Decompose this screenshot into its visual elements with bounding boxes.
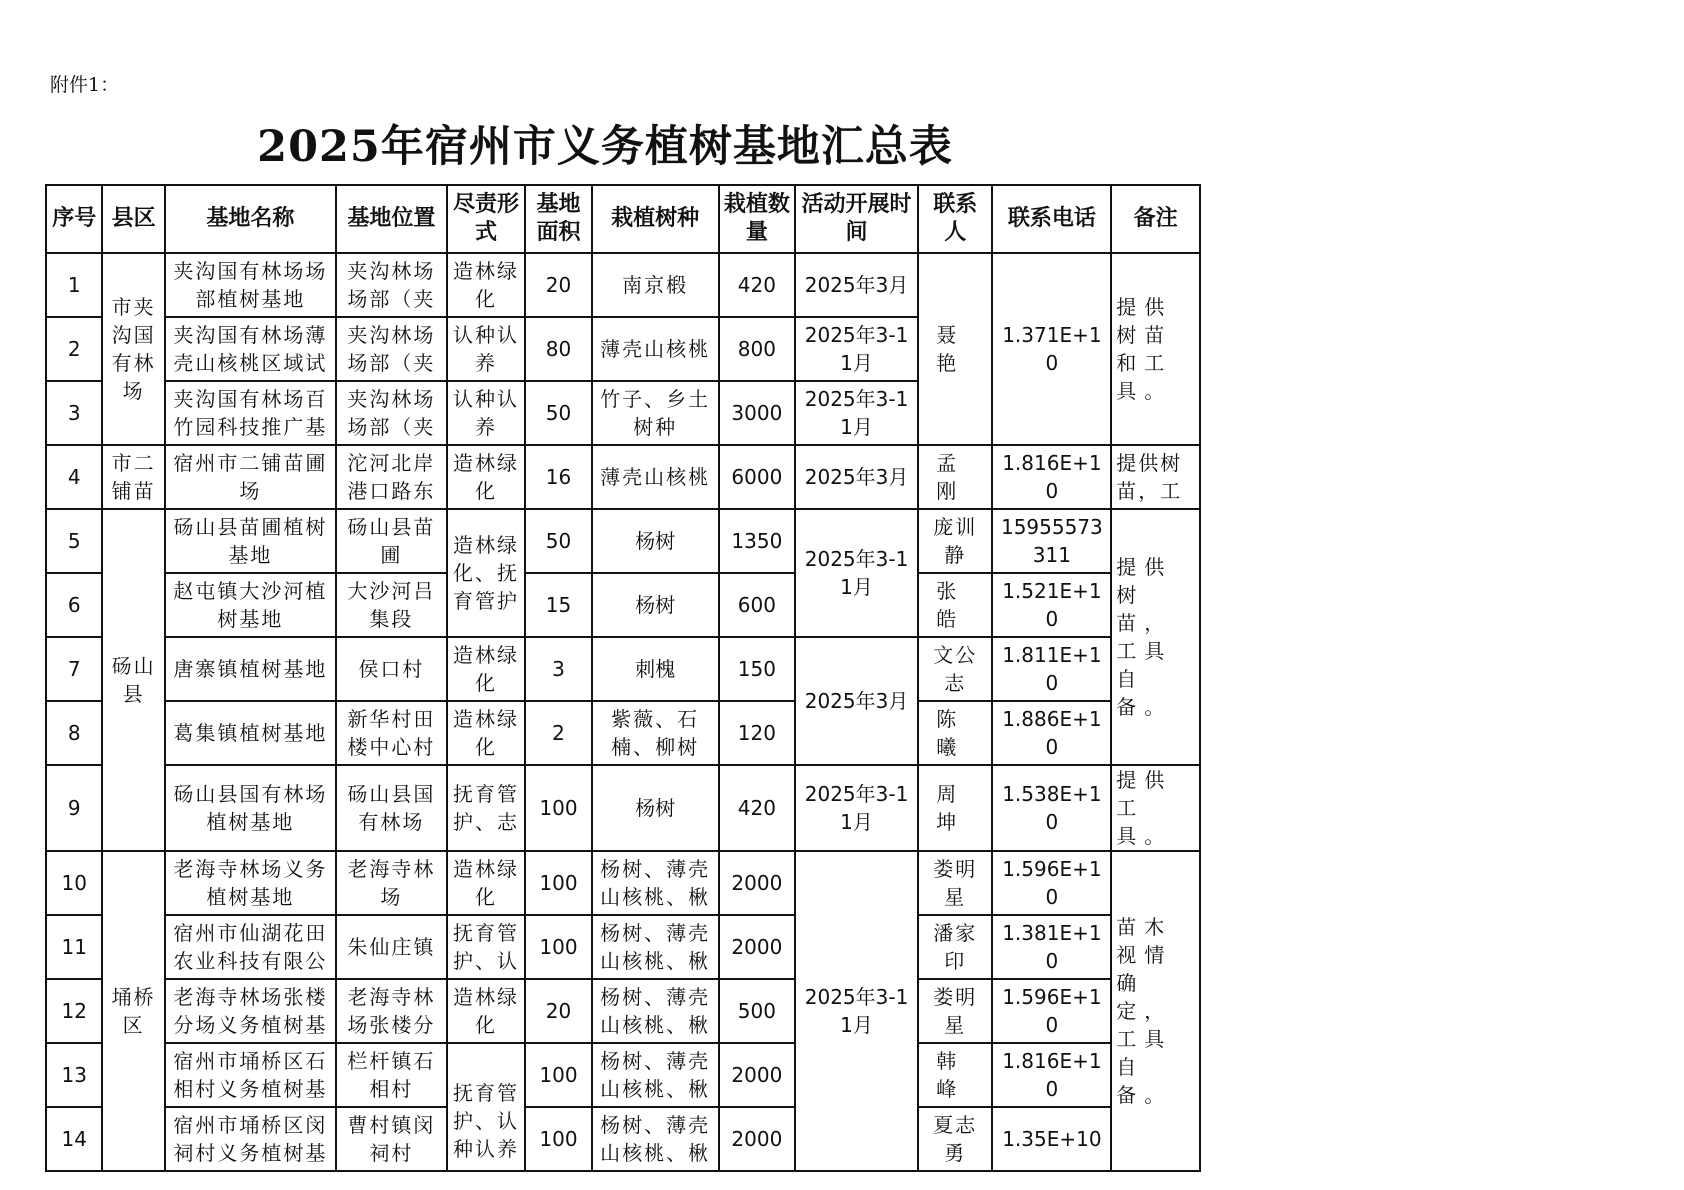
header-district: 县区 [102, 185, 164, 253]
cell-quantity: 2000 [719, 915, 796, 979]
cell-species: 紫薇、石楠、柳树 [592, 701, 719, 765]
cell-district-dangshan: 砀山县 [102, 509, 164, 851]
cell-phone: 1.886E+10 [992, 701, 1111, 765]
cell-no: 8 [46, 701, 102, 765]
cell-form: 认种认养 [447, 317, 526, 381]
cell-form: 抚育管护、认 [447, 915, 526, 979]
cell-phone: 1.596E+10 [992, 851, 1111, 915]
cell-base-name: 砀山县苗圃植树基地 [165, 509, 336, 573]
cell-phone: 1.538E+10 [992, 765, 1111, 851]
cell-area: 100 [525, 1043, 591, 1107]
cell-base-name: 老海寺林场义务植树基地 [165, 851, 336, 915]
cell-species: 刺槐 [592, 637, 719, 701]
table-row [46, 701, 1200, 765]
cell-species: 杨树 [592, 509, 719, 573]
table-row [46, 979, 1200, 1043]
header-form: 尽责形式 [447, 185, 526, 253]
header-phone: 联系电话 [992, 185, 1111, 253]
cell-note: 提供树苗和工具。 [1111, 253, 1200, 445]
cell-base-location: 栏杆镇石相村 [336, 1043, 447, 1107]
cell-no: 4 [46, 445, 102, 509]
page-title: 2025年宿州市义务植树基地汇总表 [257, 122, 953, 172]
cell-area: 100 [525, 765, 591, 851]
cell-area: 50 [525, 381, 591, 445]
cell-no: 9 [46, 765, 102, 851]
cell-species: 南京椴 [592, 253, 719, 317]
cell-no: 13 [46, 1043, 102, 1107]
cell-quantity: 120 [719, 701, 796, 765]
cell-quantity: 2000 [719, 1107, 796, 1171]
cell-phone: 1.521E+10 [992, 573, 1111, 637]
cell-note: 提供工具。 [1111, 765, 1200, 851]
cell-contact: 庞训静 [918, 509, 993, 573]
cell-area: 15 [525, 573, 591, 637]
cell-area: 20 [525, 979, 591, 1043]
cell-area: 100 [525, 851, 591, 915]
header-contact: 联系人 [918, 185, 993, 253]
cell-area: 16 [525, 445, 591, 509]
cell-no: 12 [46, 979, 102, 1043]
cell-form: 造林绿化 [447, 253, 526, 317]
cell-area: 100 [525, 915, 591, 979]
header-base-location: 基地位置 [336, 185, 447, 253]
cell-phone: 1.816E+10 [992, 1043, 1111, 1107]
cell-time: 2025年3月 [795, 445, 918, 509]
cell-phone: 1.816E+10 [992, 445, 1111, 509]
cell-phone: 1.811E+10 [992, 637, 1111, 701]
cell-base-location: 夹沟林场场部（夹 [336, 381, 447, 445]
table-row [46, 915, 1200, 979]
cell-form: 造林绿化 [447, 979, 526, 1043]
header-base-name: 基地名称 [165, 185, 336, 253]
header-row [46, 185, 1200, 253]
cell-species: 杨树、薄壳山核桃、楸 [592, 1043, 719, 1107]
cell-no: 6 [46, 573, 102, 637]
cell-contact: 娄明星 [918, 979, 993, 1043]
cell-form: 造林绿化 [447, 637, 526, 701]
cell-base-location: 新华村田楼中心村 [336, 701, 447, 765]
cell-species: 杨树、薄壳山核桃、楸 [592, 915, 719, 979]
cell-base-name: 赵屯镇大沙河植树基地 [165, 573, 336, 637]
header-note: 备注 [1111, 185, 1200, 253]
cell-no: 1 [46, 253, 102, 317]
cell-contact: 聂 艳 [918, 253, 993, 445]
cell-base-name: 夹沟国有林场薄壳山核桃区域试 [165, 317, 336, 381]
cell-quantity: 2000 [719, 851, 796, 915]
table-row [46, 573, 1200, 637]
cell-base-location: 沱河北岸港口路东 [336, 445, 447, 509]
cell-species: 薄壳山核桃 [592, 317, 719, 381]
cell-phone: 1.381E+10 [992, 915, 1111, 979]
cell-base-location: 夹沟林场场部（夹 [336, 253, 447, 317]
table-row [46, 1043, 1200, 1107]
cell-no: 3 [46, 381, 102, 445]
cell-species: 杨树、薄壳山核桃、楸 [592, 979, 719, 1043]
cell-species: 杨树 [592, 573, 719, 637]
header-species: 栽植树种 [592, 185, 719, 253]
table-row [46, 445, 1200, 509]
cell-note: 提供树苗，工具自备。 [1111, 509, 1200, 765]
cell-base-location: 老海寺林场 [336, 851, 447, 915]
cell-form: 造林绿化、抚育管护 [447, 509, 526, 637]
cell-form: 认种认养 [447, 381, 526, 445]
cell-form: 造林绿化 [447, 445, 526, 509]
cell-quantity: 420 [719, 253, 796, 317]
cell-phone: 1.596E+10 [992, 979, 1111, 1043]
cell-base-name: 老海寺林场张楼分场义务植树基 [165, 979, 336, 1043]
cell-contact: 韩 峰 [918, 1043, 993, 1107]
cell-contact: 潘家印 [918, 915, 993, 979]
cell-no: 5 [46, 509, 102, 573]
cell-phone: 15955573311 [992, 509, 1111, 573]
cell-base-name: 夹沟国有林场场部植树基地 [165, 253, 336, 317]
table-row [46, 509, 1200, 573]
cell-contact: 孟 刚 [918, 445, 993, 509]
header-quantity: 栽植数量 [719, 185, 796, 253]
cell-base-location: 夹沟林场场部（夹 [336, 317, 447, 381]
cell-base-location: 砀山县苗圃 [336, 509, 447, 573]
cell-note: 苗木视情确定，工具自备。 [1111, 851, 1200, 1171]
cell-base-location: 砀山县国有林场 [336, 765, 447, 851]
cell-phone: 1.35E+10 [992, 1107, 1111, 1171]
cell-quantity: 1350 [719, 509, 796, 573]
cell-area: 50 [525, 509, 591, 573]
cell-species: 杨树、薄壳山核桃、楸 [592, 851, 719, 915]
cell-form: 造林绿化 [447, 851, 526, 915]
cell-quantity: 150 [719, 637, 796, 701]
cell-contact: 陈 曦 [918, 701, 993, 765]
cell-base-location: 曹村镇闵祠村 [336, 1107, 447, 1171]
cell-quantity: 6000 [719, 445, 796, 509]
cell-phone: 1.371E+10 [992, 253, 1111, 445]
attachment-label: 附件1： [50, 74, 120, 96]
cell-time: 2025年3-11月 [795, 851, 918, 1171]
planting-base-table [45, 184, 1201, 1172]
cell-area: 80 [525, 317, 591, 381]
cell-base-name: 宿州市埇桥区闵祠村义务植树基 [165, 1107, 336, 1171]
table-row [46, 765, 1200, 851]
cell-quantity: 600 [719, 573, 796, 637]
cell-contact: 娄明星 [918, 851, 993, 915]
cell-species: 薄壳山核桃 [592, 445, 719, 509]
cell-district-erpu: 市二铺苗 [102, 445, 164, 509]
cell-quantity: 420 [719, 765, 796, 851]
cell-time: 2025年3月 [795, 253, 918, 317]
cell-no: 14 [46, 1107, 102, 1171]
cell-form: 抚育管护、认种认养 [447, 1043, 526, 1171]
cell-quantity: 800 [719, 317, 796, 381]
cell-contact: 张 皓 [918, 573, 993, 637]
cell-area: 20 [525, 253, 591, 317]
cell-contact: 文公志 [918, 637, 993, 701]
cell-base-location: 朱仙庄镇 [336, 915, 447, 979]
table-row [46, 851, 1200, 915]
cell-quantity: 2000 [719, 1043, 796, 1107]
cell-base-name: 宿州市二铺苗圃场 [165, 445, 336, 509]
table-row [46, 637, 1200, 701]
cell-no: 7 [46, 637, 102, 701]
cell-district-yongqiao: 埇桥区 [102, 851, 164, 1171]
cell-base-name: 葛集镇植树基地 [165, 701, 336, 765]
cell-base-name: 砀山县国有林场植树基地 [165, 765, 336, 851]
cell-contact: 夏志勇 [918, 1107, 993, 1171]
cell-area: 3 [525, 637, 591, 701]
cell-time: 2025年3-11月 [795, 381, 918, 445]
header-time: 活动开展时间 [795, 185, 918, 253]
header-no: 序号 [46, 185, 102, 253]
cell-district-jiagou: 市夹沟国有林场 [102, 253, 164, 445]
cell-no: 10 [46, 851, 102, 915]
cell-base-location: 大沙河吕集段 [336, 573, 447, 637]
cell-area: 2 [525, 701, 591, 765]
cell-no: 2 [46, 317, 102, 381]
cell-contact: 周 坤 [918, 765, 993, 851]
cell-no: 11 [46, 915, 102, 979]
cell-form: 造林绿化 [447, 701, 526, 765]
cell-time: 2025年3-11月 [795, 765, 918, 851]
cell-base-name: 唐寨镇植树基地 [165, 637, 336, 701]
cell-area: 100 [525, 1107, 591, 1171]
cell-species: 杨树、薄壳山核桃、楸 [592, 1107, 719, 1171]
cell-time: 2025年3-11月 [795, 317, 918, 381]
cell-base-name: 宿州市仙湖花田农业科技有限公 [165, 915, 336, 979]
table-row [46, 253, 1200, 317]
table-row [46, 1107, 1200, 1171]
cell-quantity: 3000 [719, 381, 796, 445]
cell-note: 提供树苗，工 [1111, 445, 1200, 509]
cell-base-name: 宿州市埇桥区石相村义务植树基 [165, 1043, 336, 1107]
cell-species: 杨树 [592, 765, 719, 851]
cell-base-location: 侯口村 [336, 637, 447, 701]
cell-time: 2025年3-11月 [795, 509, 918, 637]
cell-quantity: 500 [719, 979, 796, 1043]
cell-form: 抚育管护、志 [447, 765, 526, 851]
cell-time: 2025年3月 [795, 637, 918, 765]
header-area: 基地面积 [525, 185, 591, 253]
cell-base-location: 老海寺林场张楼分 [336, 979, 447, 1043]
cell-species: 竹子、乡土树种 [592, 381, 719, 445]
cell-base-name: 夹沟国有林场百竹园科技推广基 [165, 381, 336, 445]
